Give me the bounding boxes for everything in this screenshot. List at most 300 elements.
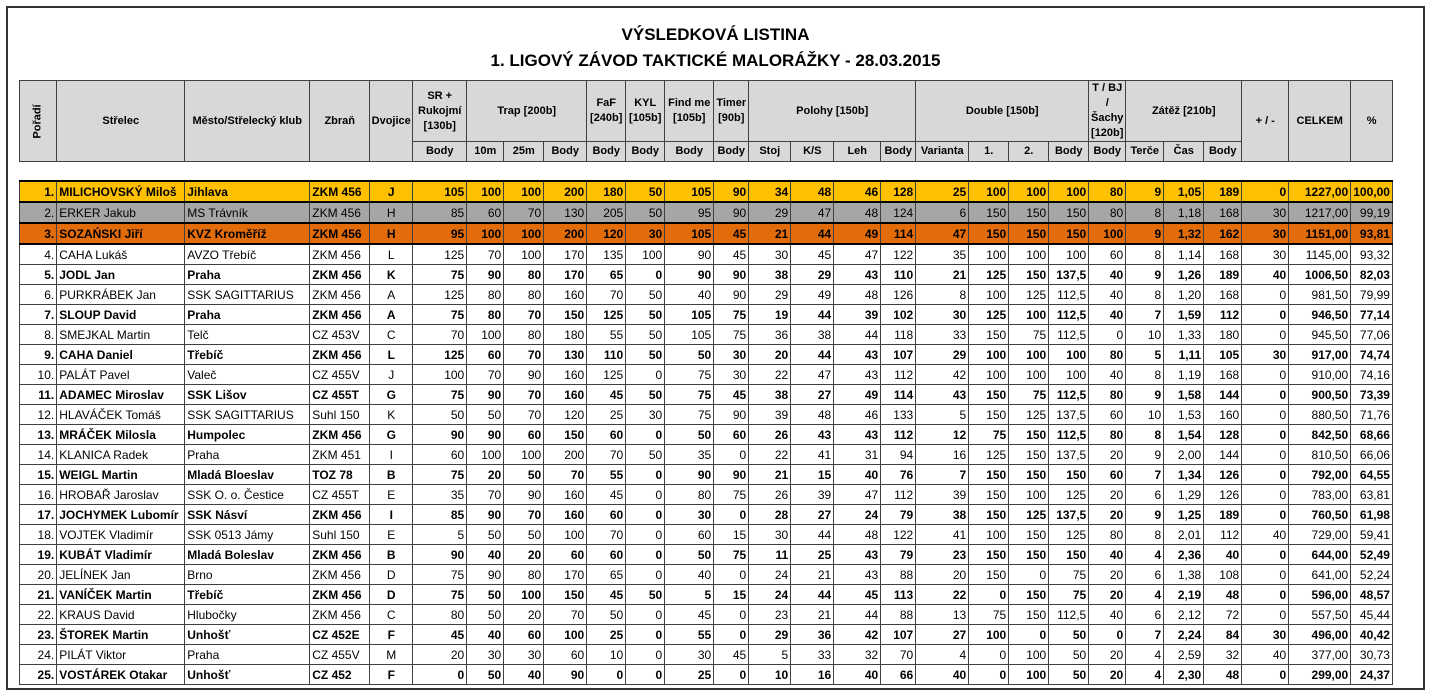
score-cell: 150 (969, 385, 1009, 405)
score-cell: 45 (834, 585, 881, 605)
score-cell: 150 (969, 405, 1009, 425)
score-cell: 100 (504, 223, 544, 244)
subheader-cell: 1. (969, 142, 1009, 162)
score-cell: 24 (749, 565, 791, 585)
shooter-name-cell: VANÍČEK Martin (57, 585, 185, 605)
pair-cell: H (370, 223, 413, 244)
score-cell: 66 (881, 665, 916, 685)
score-cell: 20 (467, 465, 504, 485)
score-cell: 6 (1126, 485, 1164, 505)
score-cell: 85 (413, 505, 467, 525)
score-cell: 24 (834, 505, 881, 525)
header-mesto: Město/Střelecký klub (185, 81, 310, 162)
score-cell: 55 (587, 465, 626, 485)
score-cell: 100 (1009, 181, 1049, 202)
score-cell: 100 (1049, 345, 1089, 365)
pair-cell: C (370, 605, 413, 625)
weapon-cell: CZ 455V (310, 645, 370, 665)
subheader-cell: Body (665, 142, 714, 162)
score-cell: 0 (1242, 565, 1289, 585)
score-cell: 0 (1242, 365, 1289, 385)
place-cell: 15. (20, 465, 57, 485)
score-cell: 6 (916, 202, 969, 223)
score-cell: 25 (916, 181, 969, 202)
header-double: Double [150b] (916, 81, 1089, 142)
score-cell: 41 (791, 445, 834, 465)
score-cell: 150 (1049, 465, 1089, 485)
shooter-name-cell: KLANICA Radek (57, 445, 185, 465)
score-cell: 44 (791, 223, 834, 244)
score-cell: 21 (791, 565, 834, 585)
weapon-cell: CZ 455T (310, 385, 370, 405)
score-cell: 150 (544, 585, 587, 605)
pair-cell: F (370, 665, 413, 685)
score-cell: 1,26 (1164, 265, 1204, 285)
score-cell: 0 (969, 585, 1009, 605)
score-cell: 114 (881, 223, 916, 244)
score-cell: 44 (791, 345, 834, 365)
score-cell: 160 (544, 365, 587, 385)
score-cell: 0 (1242, 485, 1289, 505)
score-cell: 910,00 (1289, 365, 1351, 385)
table-row (20, 565, 1393, 585)
score-cell: 50 (587, 605, 626, 625)
score-cell: 137,5 (1049, 445, 1089, 465)
subheader-cell: Body (881, 142, 916, 162)
score-cell: 150 (544, 305, 587, 325)
score-cell: 189 (1204, 505, 1242, 525)
score-cell: 60 (504, 625, 544, 645)
score-cell: 125 (969, 305, 1009, 325)
score-cell: 8 (1126, 202, 1164, 223)
score-cell: 65 (587, 265, 626, 285)
score-cell: 100 (626, 244, 665, 265)
score-cell: 105 (665, 223, 714, 244)
place-cell: 8. (20, 325, 57, 345)
place-cell: 16. (20, 485, 57, 505)
score-cell: 29 (791, 265, 834, 285)
score-cell: 1217,00 (1289, 202, 1351, 223)
place-cell: 12. (20, 405, 57, 425)
score-cell: 9 (1126, 385, 1164, 405)
place-cell: 6. (20, 285, 57, 305)
score-cell: 93,32 (1351, 244, 1393, 265)
score-cell: 20 (749, 345, 791, 365)
score-cell: 100 (1009, 244, 1049, 265)
header-percent: % (1351, 81, 1393, 162)
table-row (20, 385, 1393, 405)
score-cell: 30 (626, 405, 665, 425)
score-cell: 100 (544, 525, 587, 545)
score-cell: 80 (504, 565, 544, 585)
score-cell: 100 (504, 244, 544, 265)
score-cell: 125 (413, 244, 467, 265)
score-cell: 90 (467, 505, 504, 525)
score-cell: 80 (467, 285, 504, 305)
score-cell: 40 (665, 285, 714, 305)
score-cell: 137,5 (1049, 405, 1089, 425)
score-cell: 0 (1242, 425, 1289, 445)
score-cell: 26 (749, 485, 791, 505)
score-cell: 1,53 (1164, 405, 1204, 425)
score-cell: 100 (467, 181, 504, 202)
header-zbran: Zbraň (310, 81, 370, 162)
club-cell: Humpolec (185, 425, 310, 445)
shooter-name-cell: CAHA Lukáš (57, 244, 185, 265)
score-cell: 65 (587, 565, 626, 585)
place-cell: 24. (20, 645, 57, 665)
score-cell: 917,00 (1289, 345, 1351, 365)
table-row (20, 485, 1393, 505)
shooter-name-cell: JELÍNEK Jan (57, 565, 185, 585)
club-cell: Praha (185, 265, 310, 285)
score-cell: 170 (544, 244, 587, 265)
score-cell: 118 (881, 325, 916, 345)
score-cell: 112 (881, 365, 916, 385)
score-cell: 30 (665, 505, 714, 525)
subheader-cell: Čas (1164, 142, 1204, 162)
score-cell: 0 (1089, 625, 1126, 645)
score-cell: 30 (1242, 345, 1289, 365)
score-cell: 43 (916, 385, 969, 405)
score-cell: 20 (504, 545, 544, 565)
score-cell: 150 (969, 545, 1009, 565)
score-cell: 75 (714, 325, 749, 345)
score-cell: 90 (714, 202, 749, 223)
score-cell: 200 (544, 223, 587, 244)
table-row (20, 545, 1393, 565)
score-cell: 90 (714, 285, 749, 305)
score-cell: 644,00 (1289, 545, 1351, 565)
pair-cell: H (370, 202, 413, 223)
score-cell: 122 (881, 244, 916, 265)
score-cell: 0 (626, 645, 665, 665)
score-cell: 15 (714, 585, 749, 605)
score-cell: 126 (1204, 485, 1242, 505)
pair-cell: K (370, 405, 413, 425)
score-cell: 125 (1009, 285, 1049, 305)
score-cell: 77,14 (1351, 305, 1393, 325)
header-plusminus: + / - (1242, 81, 1289, 162)
score-cell: 25 (587, 405, 626, 425)
score-cell: 105 (665, 325, 714, 345)
score-cell: 50 (467, 605, 504, 625)
subheader-cell: 25m (504, 142, 544, 162)
score-cell: 900,50 (1289, 385, 1351, 405)
club-cell: Mladá Boleslav (185, 545, 310, 565)
score-cell: 168 (1204, 244, 1242, 265)
header-sr: SR + Rukojmí [130b] (413, 81, 467, 142)
score-cell: 1,33 (1164, 325, 1204, 345)
score-cell: 1,05 (1164, 181, 1204, 202)
score-cell: 79 (881, 545, 916, 565)
score-cell: 2,01 (1164, 525, 1204, 545)
subheader-cell: Body (1049, 142, 1089, 162)
pair-cell: J (370, 181, 413, 202)
score-cell: 70 (587, 525, 626, 545)
score-cell: 39 (749, 405, 791, 425)
score-cell: 0 (714, 605, 749, 625)
score-cell: 60 (467, 345, 504, 365)
score-cell: 126 (1204, 465, 1242, 485)
score-cell: 100 (467, 223, 504, 244)
score-cell: 100 (969, 365, 1009, 385)
pair-cell: C (370, 325, 413, 345)
score-cell: 80 (1089, 425, 1126, 445)
score-cell: 70 (587, 285, 626, 305)
header-polohy: Polohy [150b] (749, 81, 916, 142)
weapon-cell: ZKM 456 (310, 265, 370, 285)
score-cell: 38 (749, 385, 791, 405)
weapon-cell: ZKM 456 (310, 565, 370, 585)
weapon-cell: Suhl 150 (310, 525, 370, 545)
score-cell: 189 (1204, 265, 1242, 285)
pair-cell: J (370, 365, 413, 385)
score-cell: 100 (969, 525, 1009, 545)
club-cell: AVZO Třebíč (185, 244, 310, 265)
score-cell: 45 (714, 385, 749, 405)
score-cell: 5 (749, 645, 791, 665)
score-cell: 114 (881, 385, 916, 405)
score-cell: 75 (413, 585, 467, 605)
score-cell: 20 (916, 565, 969, 585)
score-cell: 22 (749, 365, 791, 385)
score-cell: 38 (749, 265, 791, 285)
score-cell: 9 (1126, 265, 1164, 285)
subheader-cell: Stoj (749, 142, 791, 162)
score-cell: 880,50 (1289, 405, 1351, 425)
score-cell: 90 (665, 244, 714, 265)
score-cell: 150 (1009, 202, 1049, 223)
score-cell: 29 (916, 345, 969, 365)
score-cell: 20 (1089, 445, 1126, 465)
score-cell: 10 (587, 645, 626, 665)
score-cell: 60 (587, 545, 626, 565)
shooter-name-cell: CAHA Daniel (57, 345, 185, 365)
score-cell: 9 (1126, 181, 1164, 202)
score-cell: 842,50 (1289, 425, 1351, 445)
table-row (20, 645, 1393, 665)
score-cell: 150 (1049, 202, 1089, 223)
score-cell: 0 (1242, 505, 1289, 525)
score-cell: 60 (587, 505, 626, 525)
score-cell: 12 (916, 425, 969, 445)
shooter-name-cell: ADAMEC Miroslav (57, 385, 185, 405)
score-cell: 70 (504, 505, 544, 525)
score-cell: 90 (665, 465, 714, 485)
score-cell: 299,00 (1289, 665, 1351, 685)
subheader-cell: Varianta (916, 142, 969, 162)
score-cell: 40 (1242, 525, 1289, 545)
place-cell: 7. (20, 305, 57, 325)
score-cell: 1,18 (1164, 202, 1204, 223)
table-row (20, 605, 1393, 625)
score-cell: 88 (881, 565, 916, 585)
score-cell: 105 (1204, 345, 1242, 365)
table-row (20, 181, 1393, 202)
score-cell: 80 (1089, 181, 1126, 202)
score-cell: 137,5 (1049, 265, 1089, 285)
score-cell: 38 (791, 325, 834, 345)
score-cell: 170 (544, 565, 587, 585)
table-row (20, 445, 1393, 465)
score-cell: 1,34 (1164, 465, 1204, 485)
score-cell: 160 (544, 505, 587, 525)
score-cell: 45 (413, 625, 467, 645)
score-cell: 25 (665, 665, 714, 685)
score-cell: 50 (504, 465, 544, 485)
score-cell: 128 (881, 181, 916, 202)
score-cell: 40 (1089, 365, 1126, 385)
score-cell: 100 (1049, 181, 1089, 202)
weapon-cell: ZKM 456 (310, 605, 370, 625)
score-cell: 100 (1049, 365, 1089, 385)
pair-cell: I (370, 445, 413, 465)
score-cell: 45 (714, 244, 749, 265)
score-cell: 70 (544, 465, 587, 485)
score-cell: 31 (834, 445, 881, 465)
score-cell: 80 (1089, 525, 1126, 545)
score-cell: 70 (504, 345, 544, 365)
score-cell: 112,5 (1049, 285, 1089, 305)
score-cell: 150 (1009, 465, 1049, 485)
table-row (20, 223, 1393, 244)
score-cell: 30 (749, 244, 791, 265)
score-cell: 30 (626, 223, 665, 244)
score-cell: 200 (544, 181, 587, 202)
score-cell: 1,59 (1164, 305, 1204, 325)
table-row (20, 625, 1393, 645)
score-cell: 6 (1126, 605, 1164, 625)
shooter-name-cell: KRAUS David (57, 605, 185, 625)
score-cell: 792,00 (1289, 465, 1351, 485)
score-cell: 75 (714, 305, 749, 325)
score-cell: 50 (1049, 645, 1089, 665)
place-cell: 2. (20, 202, 57, 223)
score-cell: 90 (467, 565, 504, 585)
score-cell: 783,00 (1289, 485, 1351, 505)
score-cell: 377,00 (1289, 645, 1351, 665)
score-cell: 126 (881, 285, 916, 305)
title-block (8, 22, 1423, 74)
weapon-cell: ZKM 456 (310, 545, 370, 565)
score-cell: 112,5 (1049, 305, 1089, 325)
pair-cell: G (370, 385, 413, 405)
shooter-name-cell: SOZAŃSKI Jiří (57, 223, 185, 244)
score-cell: 50 (467, 525, 504, 545)
score-cell: 0 (1242, 465, 1289, 485)
shooter-name-cell: JODL Jan (57, 265, 185, 285)
score-cell: 21 (916, 265, 969, 285)
score-cell: 189 (1204, 181, 1242, 202)
pair-cell: A (370, 285, 413, 305)
score-cell: 150 (969, 223, 1009, 244)
score-cell: 79,99 (1351, 285, 1393, 305)
score-cell: 40 (504, 665, 544, 685)
score-cell: 100,00 (1351, 181, 1393, 202)
score-cell: 30 (665, 645, 714, 665)
score-cell: 810,50 (1289, 445, 1351, 465)
score-cell: 150 (1009, 425, 1049, 445)
club-cell: MS Trávník (185, 202, 310, 223)
score-cell: 100 (1009, 345, 1049, 365)
club-cell: Praha (185, 305, 310, 325)
score-cell: 8 (1126, 244, 1164, 265)
score-cell: 150 (1049, 545, 1089, 565)
table-row (20, 244, 1393, 265)
weapon-cell: CZ 455T (310, 485, 370, 505)
club-cell: Unhošť (185, 665, 310, 685)
score-cell: 21 (791, 605, 834, 625)
score-cell: 20 (1089, 565, 1126, 585)
score-cell: 44 (834, 605, 881, 625)
score-cell: 144 (1204, 445, 1242, 465)
score-cell: 6 (1126, 565, 1164, 585)
score-cell: 50 (626, 445, 665, 465)
score-cell: 35 (916, 244, 969, 265)
score-cell: 27 (916, 625, 969, 645)
score-cell: 50 (665, 545, 714, 565)
score-cell: 160 (544, 285, 587, 305)
score-cell: 79 (881, 505, 916, 525)
club-cell: Praha (185, 445, 310, 465)
score-cell: 48,57 (1351, 585, 1393, 605)
table-row (20, 285, 1393, 305)
score-cell: 1227,00 (1289, 181, 1351, 202)
score-cell: 125 (587, 365, 626, 385)
score-cell: 100 (467, 445, 504, 465)
score-cell: 8 (1126, 525, 1164, 545)
score-cell: 48 (834, 525, 881, 545)
score-cell: 107 (881, 625, 916, 645)
score-cell: 150 (1009, 545, 1049, 565)
score-cell: 641,00 (1289, 565, 1351, 585)
score-cell: 5 (665, 585, 714, 605)
score-cell: 32 (834, 645, 881, 665)
shooter-name-cell: VOSTÁREK Otakar (57, 665, 185, 685)
pair-cell: L (370, 345, 413, 365)
pair-cell: F (370, 625, 413, 645)
score-cell: 2,30 (1164, 665, 1204, 685)
score-cell: 42 (916, 365, 969, 385)
score-cell: 75 (413, 385, 467, 405)
weapon-cell: ZKM 456 (310, 285, 370, 305)
score-cell: 1,19 (1164, 365, 1204, 385)
score-cell: 40 (1242, 645, 1289, 665)
score-cell: 70 (504, 385, 544, 405)
header-faf: FaF [240b] (587, 81, 626, 142)
score-cell: 0 (1242, 545, 1289, 565)
score-cell: 125 (1009, 505, 1049, 525)
score-cell: 94 (881, 445, 916, 465)
score-cell: 1145,00 (1289, 244, 1351, 265)
score-cell: 4 (1126, 585, 1164, 605)
score-cell: 0 (714, 665, 749, 685)
score-cell: 41 (916, 525, 969, 545)
score-cell: 180 (544, 325, 587, 345)
score-cell: 981,50 (1289, 285, 1351, 305)
score-cell: 107 (881, 345, 916, 365)
score-cell: 0 (1009, 625, 1049, 645)
score-cell: 48 (791, 405, 834, 425)
score-cell: 30,73 (1351, 645, 1393, 665)
score-cell: 40 (1089, 265, 1126, 285)
score-cell: 496,00 (1289, 625, 1351, 645)
score-cell: 70 (544, 605, 587, 625)
score-cell: 75 (714, 545, 749, 565)
table-row (20, 405, 1393, 425)
score-cell: 80 (1089, 385, 1126, 405)
